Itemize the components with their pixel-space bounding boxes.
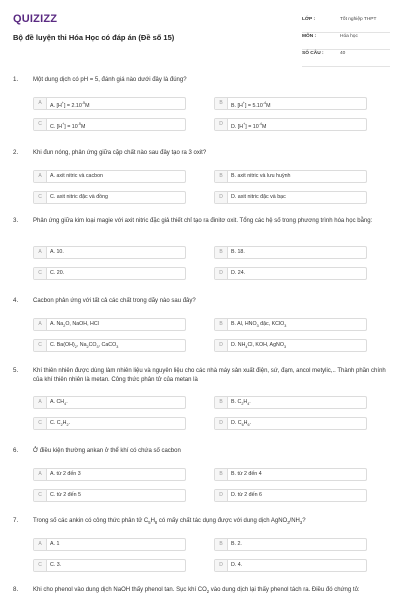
option-b[interactable] xyxy=(214,468,367,481)
option-letter-box: C xyxy=(34,119,47,130)
meta-row-count xyxy=(302,50,390,67)
option-c[interactable] xyxy=(33,118,186,131)
option-letter-box: D xyxy=(215,192,228,203)
option-text: C. 3. xyxy=(50,562,62,568)
option-text: C. từ 2 đến 5 xyxy=(50,492,81,498)
option-letter-box: D xyxy=(215,340,228,351)
meta-label: LỚP : xyxy=(302,17,316,22)
option-text: D. $C_6H_6$. xyxy=(231,420,252,428)
option-letter-box: D xyxy=(215,560,228,571)
option-text: A. 1 xyxy=(50,541,60,547)
question-text: Phản ứng giữa kim loại magie với axit nitric đặc giả thiết chỉ tạo ra đinitơ oxit. Tổng các hệ số trong phương trình hóa học bằng: xyxy=(33,218,373,224)
option-b[interactable] xyxy=(214,97,367,110)
question-text: Một dung dịch có pH = 5, đánh giá nào dưới đây là đúng? xyxy=(33,77,187,83)
option-text: A. $CH_4$. xyxy=(50,399,68,407)
option-a[interactable] xyxy=(33,97,186,110)
option-text: A. $Na_2O$, NaOH, HCl xyxy=(50,321,99,329)
option-letter-box: C xyxy=(34,192,47,203)
option-d[interactable] xyxy=(214,489,367,502)
option-c[interactable] xyxy=(33,489,186,502)
option-d[interactable] xyxy=(214,559,367,572)
option-b[interactable] xyxy=(214,246,367,259)
option-letter-box: A xyxy=(34,171,47,182)
option-d[interactable] xyxy=(214,339,367,352)
option-b[interactable] xyxy=(214,396,367,409)
option-text: D. từ 2 đến 6 xyxy=(231,492,262,498)
option-text: B. 2. xyxy=(231,541,242,547)
option-letter-box: D xyxy=(215,490,228,501)
question-text: Cacbon phản ứng với tất cả các chất trong dãy nào sau đây? xyxy=(33,298,196,304)
question-text: Ở điều kiện thường ankan ở thể khí có chứa số cacbon xyxy=(33,448,181,454)
question-text: Trong số các ankin có công thức phân tử $C_5H_8$ có mấy chất tác dụng được với dung dịch $AgNO_3/NH_3$? xyxy=(33,518,306,526)
option-letter-box: D xyxy=(215,119,228,130)
option-d[interactable] xyxy=(214,417,367,430)
option-text: C. $[H^+] = 10^{-5}M$ xyxy=(50,122,86,130)
meta-value: Tốt nghiệp THPT xyxy=(340,17,377,22)
option-letter-box: C xyxy=(34,418,47,429)
option-letter-box: A xyxy=(34,98,47,109)
option-letter-box: A xyxy=(34,539,47,550)
option-letter-box: B xyxy=(215,539,228,550)
option-d[interactable] xyxy=(214,118,367,131)
option-letter-box: B xyxy=(215,98,228,109)
question-number: 5. xyxy=(13,367,19,374)
option-b[interactable] xyxy=(214,538,367,551)
option-b[interactable] xyxy=(214,170,367,183)
page-title: Bộ đề luyện thi Hóa Học có đáp án (Đề số 15) xyxy=(13,33,175,42)
option-letter-box: B xyxy=(215,247,228,258)
meta-label: MÔN : xyxy=(302,34,317,39)
option-letter-box: A xyxy=(34,319,47,330)
quizizz-logo: QUIZIZZ xyxy=(13,13,58,25)
option-text: A. $[H^+] = 2.10^{-5}M$ xyxy=(50,101,90,109)
option-letter-box: C xyxy=(34,560,47,571)
option-c[interactable] xyxy=(33,191,186,204)
option-text: C. $Ba(OH)_2$, $Na_2CO_3$, CaCO$_3$ xyxy=(50,342,119,350)
question-number: 7. xyxy=(13,517,19,524)
option-a[interactable] xyxy=(33,246,186,259)
option-c[interactable] xyxy=(33,267,186,280)
question-number: 4. xyxy=(13,297,19,304)
question-number: 1. xyxy=(13,76,19,83)
option-d[interactable] xyxy=(214,191,367,204)
option-letter-box: A xyxy=(34,469,47,480)
option-letter-box: A xyxy=(34,397,47,408)
option-text: B. axit nitric và lưu huỳnh xyxy=(231,173,291,179)
meta-row-subject xyxy=(302,33,390,50)
meta-label: SỐ CÂU : xyxy=(302,51,324,56)
option-text: B. Al, $HNO_3$ đặc, KClO$_3$ xyxy=(231,321,287,329)
option-text: B. $C_2H_4$. xyxy=(231,399,251,407)
option-letter-box: C xyxy=(34,490,47,501)
option-a[interactable] xyxy=(33,538,186,551)
option-text: A. từ 2 đến 3 xyxy=(50,471,81,477)
meta-row-class xyxy=(302,16,390,33)
option-c[interactable] xyxy=(33,417,186,430)
option-a[interactable] xyxy=(33,468,186,481)
option-text: D. axit nitric đặc và bạc xyxy=(231,194,286,200)
option-letter-box: D xyxy=(215,418,228,429)
question-text: Khi đun nóng, phản ứng giữa cặp chất nào sau đây tạo ra 3 oxit? xyxy=(33,150,207,156)
option-c[interactable] xyxy=(33,339,186,352)
option-letter-box: B xyxy=(215,319,228,330)
option-letter-box: B xyxy=(215,397,228,408)
meta-value: Hóa học xyxy=(340,34,358,39)
option-letter-box: C xyxy=(34,340,47,351)
option-letter-box: C xyxy=(34,268,47,279)
option-text: A. 10. xyxy=(50,249,64,255)
option-text: B. $[H^+] = 5.10^{-4}M$ xyxy=(231,101,271,109)
option-a[interactable] xyxy=(33,396,186,409)
option-text: D. $NH_4Cl$, KOH, AgNO$_3$ xyxy=(231,342,287,350)
option-text: D. 24. xyxy=(231,270,246,276)
option-text: C. 20. xyxy=(50,270,65,276)
question-number: 6. xyxy=(13,447,19,454)
option-text: D. 4. xyxy=(231,562,243,568)
question-number: 3. xyxy=(13,217,19,224)
option-b[interactable] xyxy=(214,318,367,331)
option-text: A. axit nitric và cacbon xyxy=(50,173,103,179)
question-number: 8. xyxy=(13,586,19,593)
question-text: Khi cho phenol vào dung dịch NaOH thấy phenol tan. Sục khí $CO_2$ vào dung dịch lại thấy phenol tách ra. Điều đó chứng tỏ: xyxy=(33,587,360,595)
option-letter-box: B xyxy=(215,469,228,480)
question-number: 2. xyxy=(13,149,19,156)
option-c[interactable] xyxy=(33,559,186,572)
option-text: C. axit nitric đặc và đồng xyxy=(50,194,108,200)
option-a[interactable] xyxy=(33,318,186,331)
meta-table xyxy=(302,16,390,67)
option-a[interactable] xyxy=(33,170,186,183)
option-text: B. 18. xyxy=(231,249,245,255)
option-d[interactable] xyxy=(214,267,367,280)
option-text: B. từ 2 đến 4 xyxy=(231,471,262,477)
option-letter-box: A xyxy=(34,247,47,258)
question-text: Khí thiên nhiên được dùng làm nhiên liệu và nguyên liệu cho các nhà máy sản xuất điện, sứ, đạm, ancol metylic,.. Thành phần chính của khí thiên nhiên là metan. Công thức phân tử của metan là xyxy=(33,368,386,383)
option-letter-box: B xyxy=(215,171,228,182)
meta-value: 40 xyxy=(340,51,346,56)
option-text: D. $[H^+] = 10^{-4}M$ xyxy=(231,122,267,130)
option-letter-box: D xyxy=(215,268,228,279)
option-text: C. $C_2H_2$. xyxy=(50,420,71,428)
